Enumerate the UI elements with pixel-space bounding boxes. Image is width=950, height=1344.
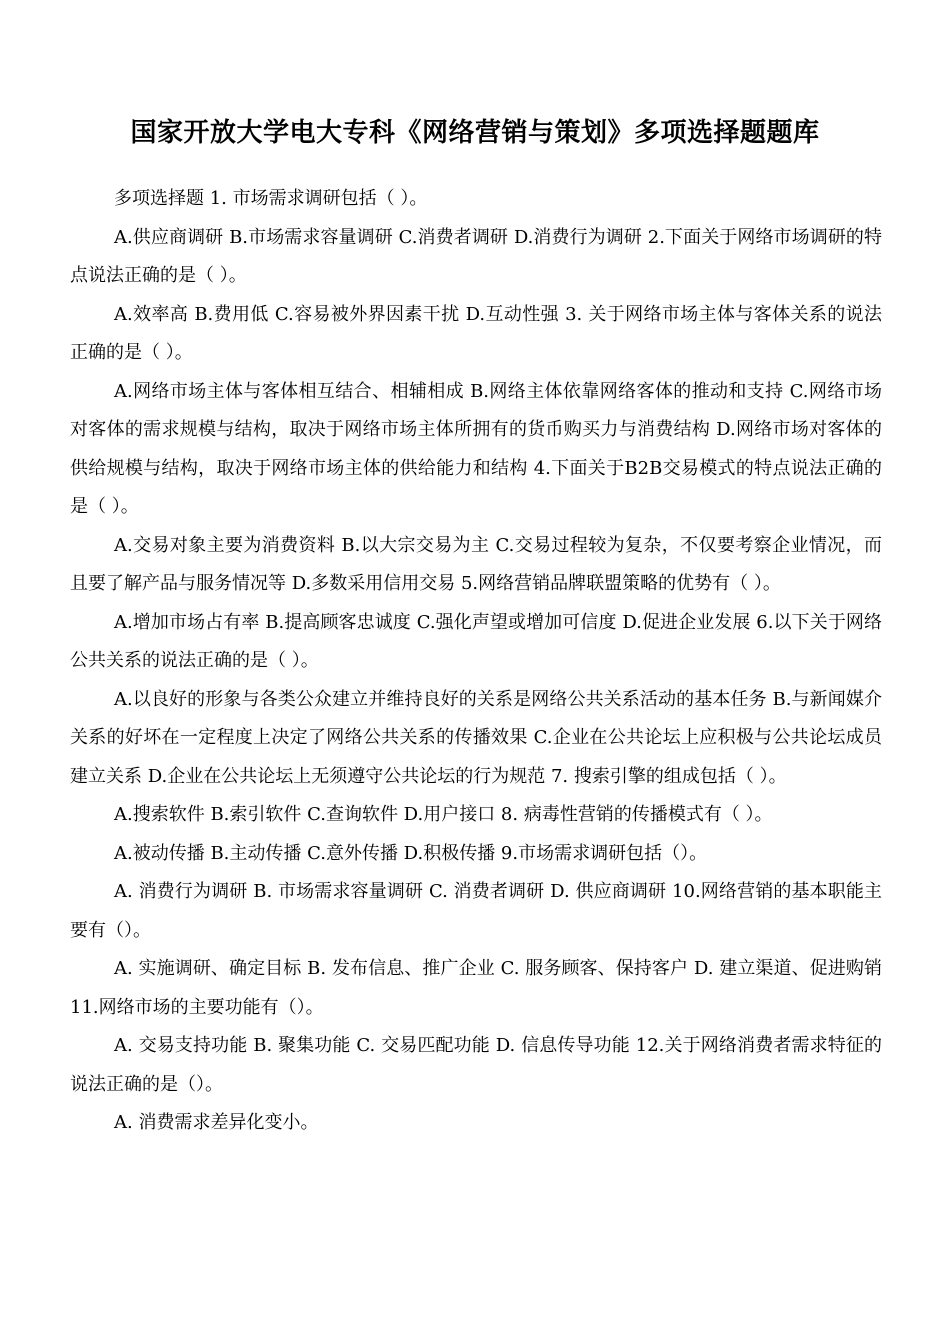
paragraph: A.增加市场占有率 B.提高顾客忠诚度 C.强化声望或增加可信度 D.促进企业发展 6.以下关于网络公共关系的说法正确的是（ ）。 — [70, 611, 882, 671]
paragraph: A.网络市场主体与客体相互结合、相辅相成 B.网络主体依靠网络客体的推动和支持 C.网络市场对客体的需求规模与结构，取决于网络市场主体所拥有的货币购买力与消费结构 D.网络市场对客体的供给规模与结构，取决于网络市场主体的供给能力和结构 4.下面关于B2B交易模式的特点说法正确的是（ ）。 — [70, 380, 882, 517]
document-title: 国家开放大学电大专科《网络营销与策划》多项选择题题库 — [130, 118, 820, 149]
paragraph: A.交易对象主要为消费资料 B.以大宗交易为主 C.交易过程较为复杂，不仅要考察企业情况，而且要了解产品与服务情况等 D.多数采用信用交易 5.网络营销品牌联盟策略的优势有（ ）。 — [70, 534, 882, 594]
paragraph: A. 消费需求差异化变小。 — [114, 1112, 319, 1133]
paragraph: A.供应商调研 B.市场需求容量调研 C.消费者调研 D.消费行为调研 2.下面关于网络市场调研的特点说法正确的是（ ）。 — [70, 226, 882, 286]
document-body — [70, 180, 882, 1143]
paragraph: A. 交易支持功能 B. 聚集功能 C. 交易匹配功能 D. 信息传导功能 12.关于网络消费者需求特征的说法正确的是（）。 — [70, 1035, 882, 1095]
paragraph: A.以良好的形象与各类公众建立并维持良好的关系是网络公共关系活动的基本任务 B.与新闻媒介关系的好坏在一定程度上决定了网络公共关系的传播效果 C.企业在公共论坛上应积极与公共论坛成员建立关系 D.企业在公共论坛上无须遵守公共论坛的行为规范 7. 搜索引擎的组成包括（ ）。 — [70, 688, 882, 787]
paragraph: A. 实施调研、确定目标 B. 发布信息、推广企业 C. 服务顾客、保持客户 D. 建立渠道、促进购销 11.网络市场的主要功能有（）。 — [70, 958, 882, 1018]
paragraph: A. 消费行为调研 B. 市场需求容量调研 C. 消费者调研 D. 供应商调研 10.网络营销的基本职能主要有（）。 — [70, 881, 882, 941]
paragraph: A.效率高 B.费用低 C.容易被外界因素干扰 D.互动性强 3. 关于网络市场主体与客体关系的说法正确的是（ ）。 — [70, 303, 882, 363]
paragraph: 多项选择题 1. 市场需求调研包括（ ）。 — [114, 188, 428, 209]
paragraph: A.被动传播 B.主动传播 C.意外传播 D.积极传播 9.市场需求调研包括（）。 — [114, 842, 708, 864]
paragraph: A.搜索软件 B.索引软件 C.查询软件 D.用户接口 8. 病毒性营销的传播模式有（ ）。 — [114, 804, 773, 825]
